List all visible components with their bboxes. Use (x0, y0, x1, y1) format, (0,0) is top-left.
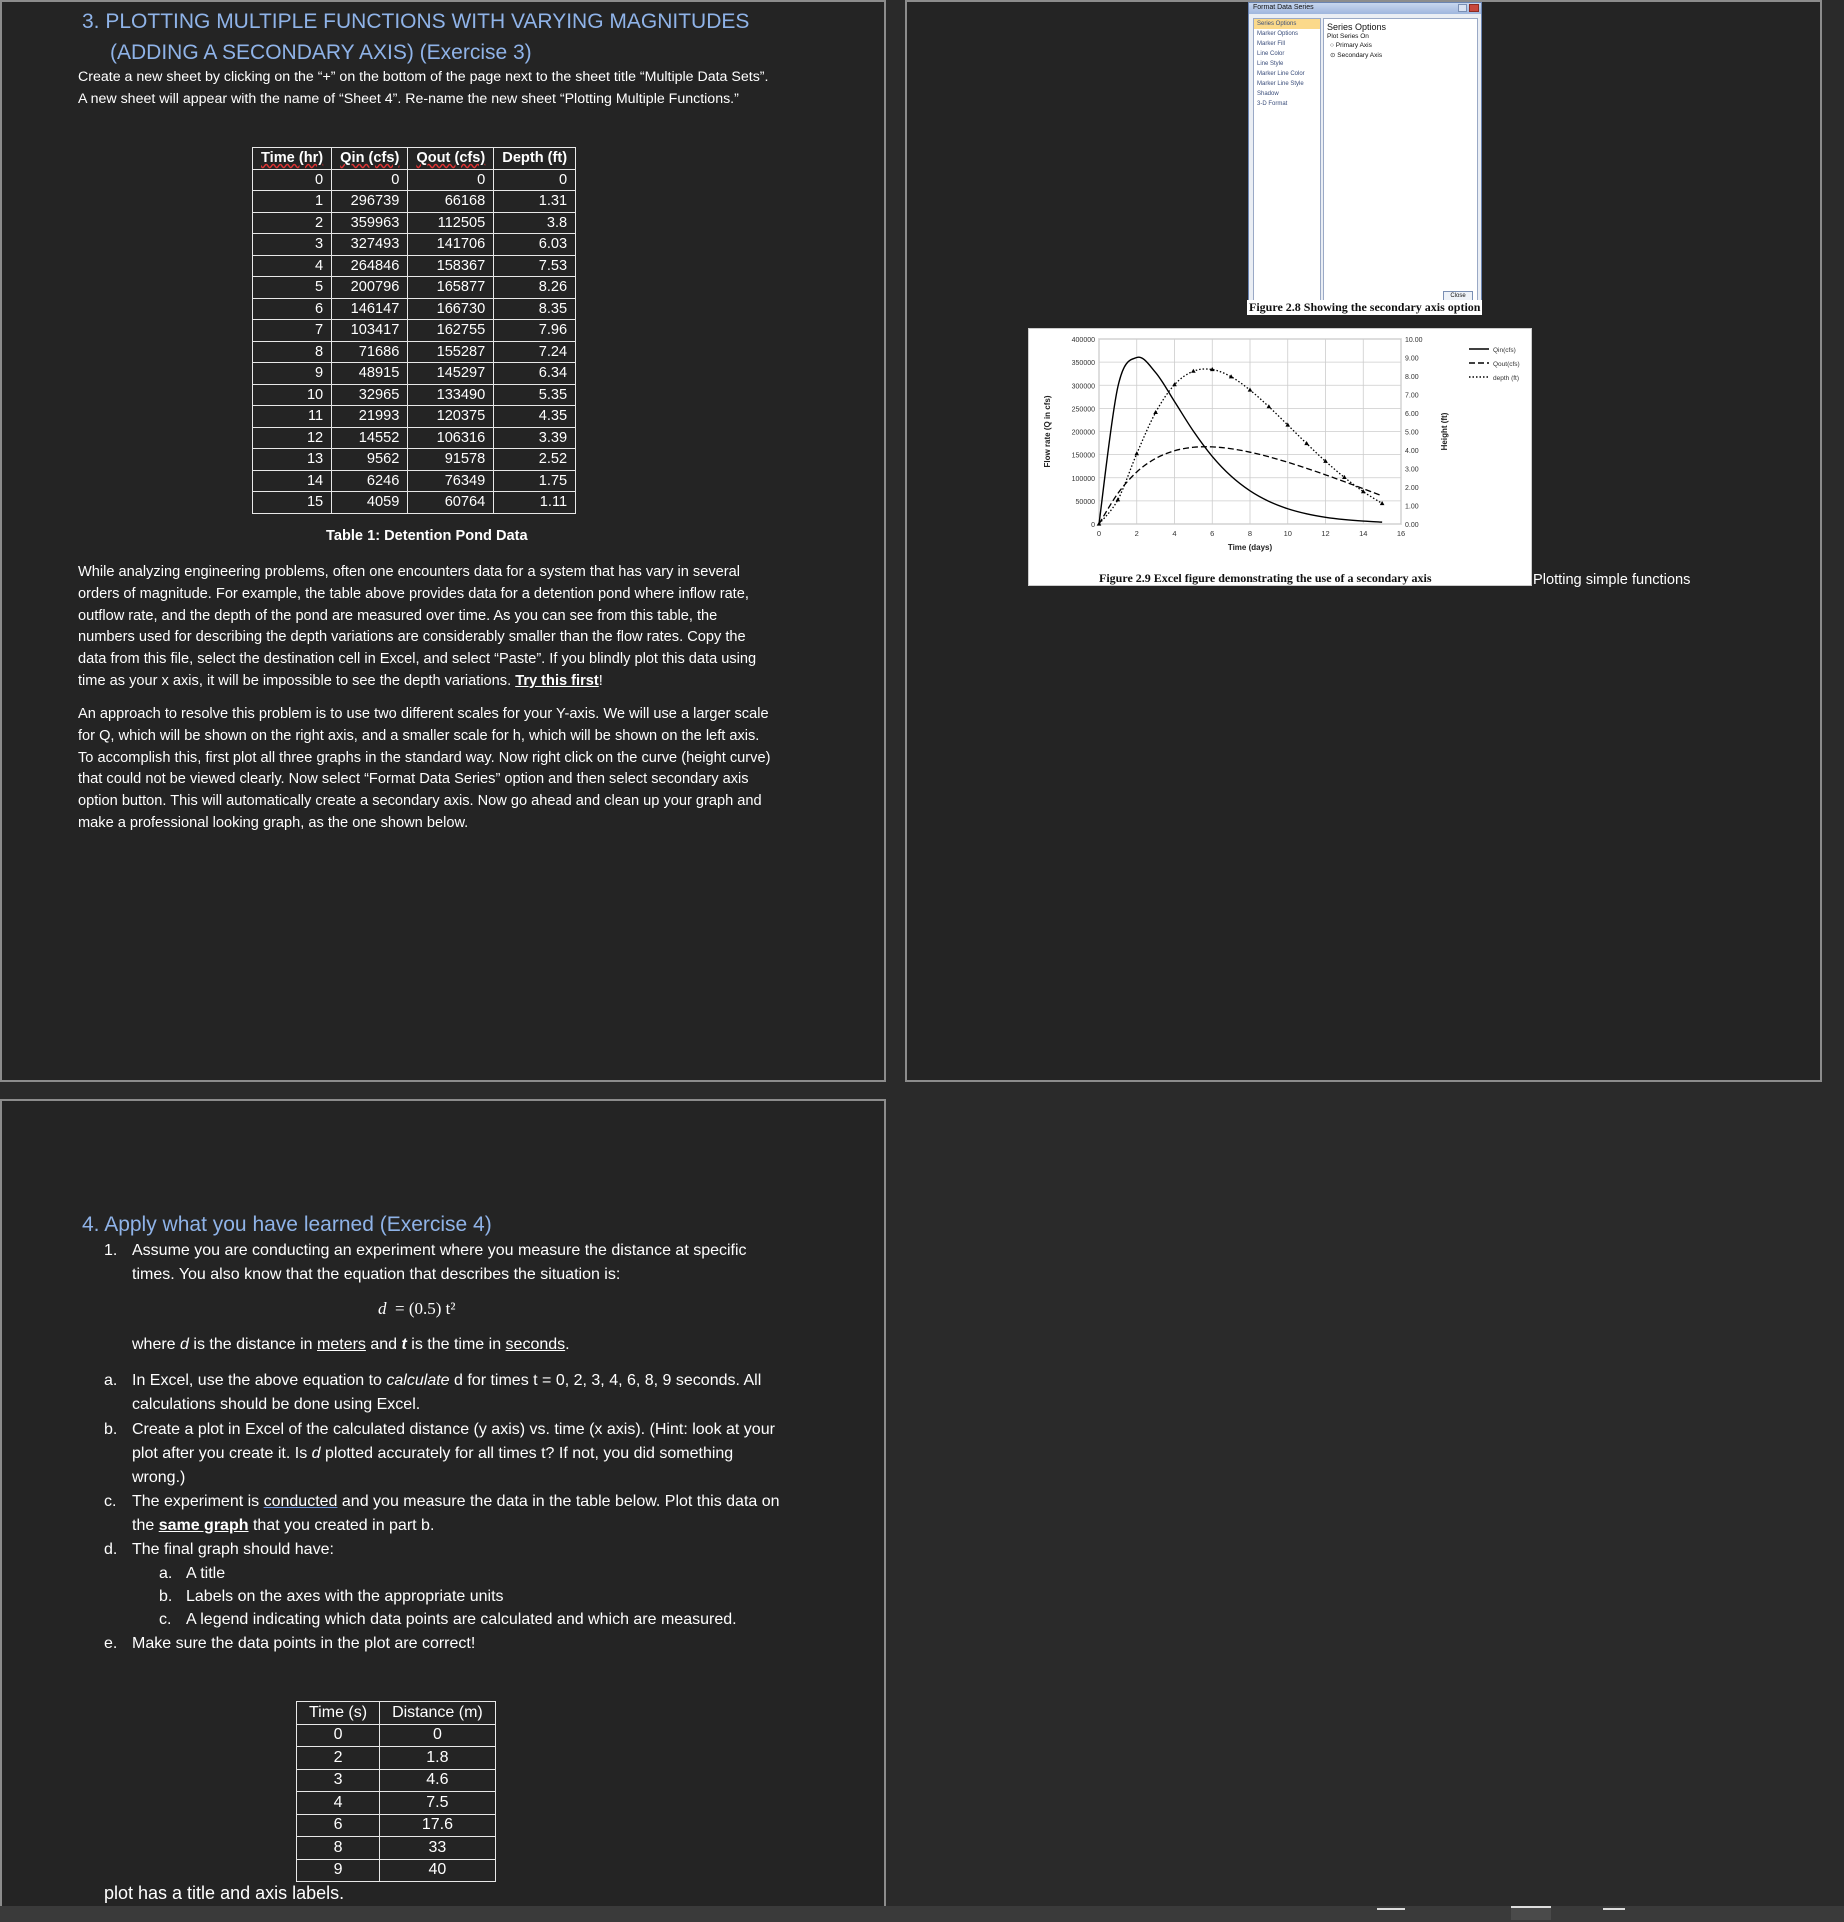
sub-a-label: a. (159, 1565, 173, 1582)
table-row (253, 255, 576, 277)
table-header-row (297, 1702, 496, 1725)
table-row (253, 384, 576, 406)
table-cell: 8 (297, 1837, 380, 1860)
table-row (253, 298, 576, 320)
table-cell: 4.6 (380, 1769, 496, 1792)
item-d-text: The final graph should have: (132, 1541, 334, 1558)
y2-tick-label: 9.00 (1405, 355, 1419, 363)
table-cell: 7.53 (494, 255, 576, 277)
sub-c-text: A legend indicating which data points are calculated and which are measured. (186, 1611, 737, 1628)
table-cell: 4059 (332, 492, 408, 514)
table-row (253, 234, 576, 256)
table-cell: 7.96 (494, 320, 576, 342)
section-3-paragraph-2: An approach to resolve this problem is to use two different scales for your Y-axis. We will use a larger scale for Q, which will be shown on the right axis, and a smaller scale for h, which will be shown on the left axis. To accomplish this, first plot all three graphs in the standard way. Now right click on the curve (height curve) that could not be viewed clearly. Now select “Format Data Series” option and then select secondary axis option button. This will automatically create a secondary axis. Now go ahead and clean up your graph and make a professional looking graph, as the one shown below. (78, 706, 771, 831)
y2-tick-label: 7.00 (1405, 392, 1419, 400)
figure-2-9 (1028, 328, 1532, 586)
dialog-menu-item[interactable]: 3-D Format (1257, 101, 1288, 107)
dialog-panel (1323, 18, 1478, 306)
section-3-intro: Create a new sheet by clicking on the “+” on the bottom of the page next to the sheet title “Multiple Data Sets”. A new sheet will appear with the name of “Sheet 4”. Re-name the new sheet “Plotting Multiple Functions.” (78, 69, 769, 107)
equation: d = (0.5) t² (378, 1299, 456, 1318)
table-cell: 0 (332, 169, 408, 191)
table-cell: 9 (253, 363, 332, 385)
table-cell: 9562 (332, 449, 408, 471)
table-row (297, 1814, 496, 1837)
x-tick-label: 4 (1172, 529, 1177, 538)
page-section-3 (0, 0, 886, 1082)
table-cell: 103417 (332, 320, 408, 342)
table-cell: 166730 (408, 298, 494, 320)
table-cell: 2 (253, 212, 332, 234)
table-cell: 15 (253, 492, 332, 514)
table-cell: 4 (253, 255, 332, 277)
item-b-label: b. (104, 1421, 118, 1438)
legend-entry-2: depth (ft) (1493, 375, 1520, 382)
table-cell: 40 (380, 1859, 496, 1882)
table-1-caption: Table 1: Detention Pond Data (326, 528, 528, 544)
table-cell: 1.75 (494, 470, 576, 492)
x-tick-label: 8 (1247, 529, 1253, 538)
table-cell: 4 (297, 1792, 380, 1815)
table-cell: 141706 (408, 234, 494, 256)
detention-pond-table (252, 147, 576, 514)
x-tick-label: 14 (1359, 529, 1368, 538)
table-cell: 5 (253, 277, 332, 299)
legend-entry-0: Qin(cfs) (1493, 347, 1516, 354)
col-header-qin: Qin (cfs) (332, 148, 408, 170)
item-e-label: e. (104, 1635, 118, 1652)
table-row (253, 470, 576, 492)
table-cell: 14552 (332, 427, 408, 449)
y-axis-label: Flow rate (Q in cfs) (1043, 395, 1052, 468)
table-row (253, 277, 576, 299)
secondary-axis-radio[interactable]: ⊙ Secondary Axis (1330, 52, 1383, 59)
bottom-status-bar (0, 1906, 1844, 1922)
table-cell: 0 (494, 169, 576, 191)
table-cell: 6.03 (494, 234, 576, 256)
table-cell: 7 (253, 320, 332, 342)
section-3-paragraph-1: While analyzing engineering problems, often one encounters data for a system that has vary in several orders of magnitude. For example, the table above provides data for a detention pond where inflow rate, outflow rate, and the depth of the pond are measured over time. As you can see from this table, the numbers used for describing the depth variations are considerably smaller than the flow rates. Copy the data from this file, select the destination cell in Excel, and select “Paste”. If you blindly plot this data using time as your x axis, it will be impossible to see the depth variations. Try this first! (78, 564, 757, 689)
table-cell: 8.35 (494, 298, 576, 320)
dialog-menu-item[interactable]: Series Options (1254, 19, 1320, 29)
table-cell: 10 (253, 384, 332, 406)
item-e-text: Make sure the data points in the plot are correct! (132, 1635, 476, 1652)
table-cell: 6246 (332, 470, 408, 492)
table-cell: 0 (380, 1724, 496, 1747)
table-row (253, 427, 576, 449)
y-tick-label: 0 (1091, 522, 1095, 529)
table-cell: 1.8 (380, 1747, 496, 1770)
y-tick-label: 150000 (1071, 452, 1095, 460)
footer-text: plot has a title and axis labels. (104, 1883, 345, 1903)
table-header-row (253, 148, 576, 170)
table-cell: 71686 (332, 341, 408, 363)
figure-2-8-caption: Figure 2.8 Showing the secondary axis option (1249, 300, 1481, 314)
table-cell: 3.8 (494, 212, 576, 234)
table-row (253, 191, 576, 213)
legend-entry-1: Qout(cfs) (1493, 361, 1520, 368)
table-cell: 5.35 (494, 384, 576, 406)
dialog-menu-item[interactable]: Marker Line Color (1257, 71, 1305, 77)
table-cell: 327493 (332, 234, 408, 256)
table-cell: 8.26 (494, 277, 576, 299)
dialog-menu-item[interactable]: Shadow (1257, 91, 1279, 97)
section-4-heading: 4. Apply what you have learned (Exercise 4) (82, 1213, 492, 1236)
table-cell: 14 (253, 470, 332, 492)
table-row (253, 341, 576, 363)
col-header-time: Time (hr) (253, 148, 332, 170)
table-cell: 4.35 (494, 406, 576, 428)
sub-c-label: c. (159, 1611, 172, 1628)
y-tick-label: 100000 (1071, 475, 1095, 483)
table-row (297, 1769, 496, 1792)
y2-tick-label: 2.00 (1405, 485, 1419, 492)
table-cell: 200796 (332, 277, 408, 299)
sub-b-label: b. (159, 1588, 173, 1605)
table-cell: 0 (253, 169, 332, 191)
table-cell: 6 (253, 298, 332, 320)
item-a-label: a. (104, 1372, 118, 1389)
table-cell: 17.6 (380, 1814, 496, 1837)
y2-tick-label: 1.00 (1405, 503, 1419, 511)
dialog-titlebar (1249, 3, 1481, 14)
close-icon[interactable] (1469, 4, 1479, 12)
table-cell: 3 (253, 234, 332, 256)
x-tick-label: 2 (1134, 529, 1139, 538)
y-tick-label: 300000 (1071, 383, 1095, 391)
x-tick-label: 0 (1096, 529, 1102, 538)
table-row (253, 320, 576, 342)
item-c-label: c. (104, 1493, 117, 1510)
table-cell: 145297 (408, 363, 494, 385)
table-cell: 3 (297, 1769, 380, 1792)
y2-tick-label: 10.00 (1405, 337, 1423, 344)
section-3-heading-line2: (ADDING A SECONDARY AXIS) (Exercise 3) (110, 41, 532, 64)
y2-tick-label: 3.00 (1405, 466, 1419, 474)
table-cell: 0 (297, 1724, 380, 1747)
col-header-time-s: Time (s) (297, 1702, 380, 1725)
table-row (253, 212, 576, 234)
table-cell: 3.39 (494, 427, 576, 449)
item-d-label: d. (104, 1541, 118, 1558)
table-cell: 155287 (408, 341, 494, 363)
item-a-text: In Excel, use the above equation to calculate d for times t = 0, 2, 3, 4, 6, 8, 9 seconds. All calculations should be done using Excel. (132, 1372, 762, 1413)
table-row (297, 1792, 496, 1815)
y-tick-label: 250000 (1071, 406, 1095, 414)
plot-series-on-label: Plot Series On (1327, 33, 1369, 40)
table-cell: 264846 (332, 255, 408, 277)
table-cell: 1 (253, 191, 332, 213)
table-cell: 112505 (408, 212, 494, 234)
y2-tick-label: 4.00 (1405, 448, 1419, 455)
table-cell: 32965 (332, 384, 408, 406)
x-tick-label: 16 (1396, 529, 1406, 538)
table-row (297, 1837, 496, 1860)
item-c-text: The experiment is conducted and you measure the data in the table below. Plot this data on the same graph that you created in part b. (132, 1493, 780, 1534)
y2-tick-label: 8.00 (1405, 374, 1419, 381)
y-tick-label: 200000 (1071, 429, 1095, 437)
table-cell: 120375 (408, 406, 494, 428)
x-tick-label: 6 (1210, 529, 1215, 538)
dialog-menu-item[interactable]: Marker Fill (1257, 41, 1285, 47)
dialog-category-list (1253, 18, 1321, 306)
table-cell: 296739 (332, 191, 408, 213)
item-b-text: Create a plot in Excel of the calculated distance (y axis) vs. time (x axis). (Hint: look at your plot after you create it. Is d plotted accurately for all times t? If not, you did something wrong.) (132, 1421, 775, 1486)
table-cell: 165877 (408, 277, 494, 299)
item-1-text: Assume you are conducting an experiment where you measure the distance at specific times. You also know that the equation that describes the situation is: (132, 1242, 747, 1283)
table-cell: 1.11 (494, 492, 576, 514)
table-cell: 162755 (408, 320, 494, 342)
view-icon-active[interactable] (1511, 1906, 1551, 1920)
y2-axis-label: Height (ft) (1440, 412, 1449, 451)
table-cell: 8 (253, 341, 332, 363)
item-1-number: 1. (104, 1242, 118, 1259)
primary-axis-radio[interactable]: ○ Primary Axis (1330, 42, 1372, 49)
table-cell: 2 (297, 1747, 380, 1770)
view-icon-2[interactable] (1603, 1908, 1625, 1910)
table-row (297, 1724, 496, 1747)
table-cell: 7.24 (494, 341, 576, 363)
table-row (297, 1747, 496, 1770)
table-cell: 9 (297, 1859, 380, 1882)
y-tick-label: 400000 (1071, 337, 1095, 344)
table-cell: 48915 (332, 363, 408, 385)
secondary-axis-chart (1029, 329, 1531, 569)
view-icon[interactable] (1377, 1908, 1405, 1910)
where-line: where d is the distance in meters and t is the time in seconds. (132, 1336, 570, 1353)
table-cell: 11 (253, 406, 332, 428)
table-row (297, 1859, 496, 1882)
help-icon[interactable] (1458, 4, 1467, 12)
table-cell: 2.52 (494, 449, 576, 471)
table-row (253, 492, 576, 514)
y-tick-label: 350000 (1071, 360, 1095, 368)
table-cell: 12 (253, 427, 332, 449)
section-3-heading-line1: 3. PLOTTING MULTIPLE FUNCTIONS WITH VARYING MAGNITUDES (82, 10, 750, 33)
dialog-title: Format Data Series (1253, 4, 1314, 11)
dialog-menu-item[interactable]: Line Style (1257, 61, 1284, 67)
table-cell: 7.5 (380, 1792, 496, 1815)
y2-tick-label: 6.00 (1405, 411, 1419, 418)
y2-tick-label: 5.00 (1405, 429, 1419, 437)
try-this-first-link: Try this first (515, 672, 599, 689)
table-cell: 6.34 (494, 363, 576, 385)
table-cell: 66168 (408, 191, 494, 213)
table-row (253, 363, 576, 385)
col-header-depth: Depth (ft) (494, 148, 576, 170)
table-cell: 76349 (408, 470, 494, 492)
table-cell: 106316 (408, 427, 494, 449)
col-header-distance: Distance (m) (380, 1702, 496, 1725)
table-cell: 33 (380, 1837, 496, 1860)
table-cell: 133490 (408, 384, 494, 406)
panel-title: Series Options (1327, 22, 1387, 32)
table-cell: 13 (253, 449, 332, 471)
dialog-menu-item[interactable]: Line Color (1257, 51, 1285, 57)
x-tick-label: 10 (1283, 529, 1292, 538)
table-row (253, 406, 576, 428)
measured-distance-table (296, 1701, 496, 1882)
table-cell: 359963 (332, 212, 408, 234)
close-button[interactable]: Close (1443, 291, 1473, 302)
table-cell: 91578 (408, 449, 494, 471)
table-cell: 1.31 (494, 191, 576, 213)
y-tick-label: 50000 (1075, 498, 1095, 506)
table-cell: 60764 (408, 492, 494, 514)
format-data-series-dialog (1248, 2, 1482, 310)
x-tick-label: 12 (1321, 529, 1330, 538)
x-axis-label: Time (days) (1227, 543, 1273, 552)
table-cell: 21993 (332, 406, 408, 428)
dialog-menu-item[interactable]: Marker Options (1257, 31, 1299, 37)
sub-a-text: A title (186, 1565, 226, 1582)
table-cell: 6 (297, 1814, 380, 1837)
table-row (253, 449, 576, 471)
table-row (253, 169, 576, 191)
side-note: Plotting simple functions (1533, 572, 1691, 588)
y2-tick-label: 0.00 (1405, 522, 1419, 529)
table-cell: 146147 (332, 298, 408, 320)
table-cell: 158367 (408, 255, 494, 277)
dialog-menu-item[interactable]: Marker Line Style (1257, 81, 1304, 87)
figure-2-9-caption: Figure 2.9 Excel figure demonstrating the use of a secondary axis (1099, 571, 1432, 585)
table-cell: 0 (408, 169, 494, 191)
sub-b-text: Labels on the axes with the appropriate units (186, 1588, 504, 1605)
col-header-qout: Qout (cfs) (408, 148, 494, 170)
